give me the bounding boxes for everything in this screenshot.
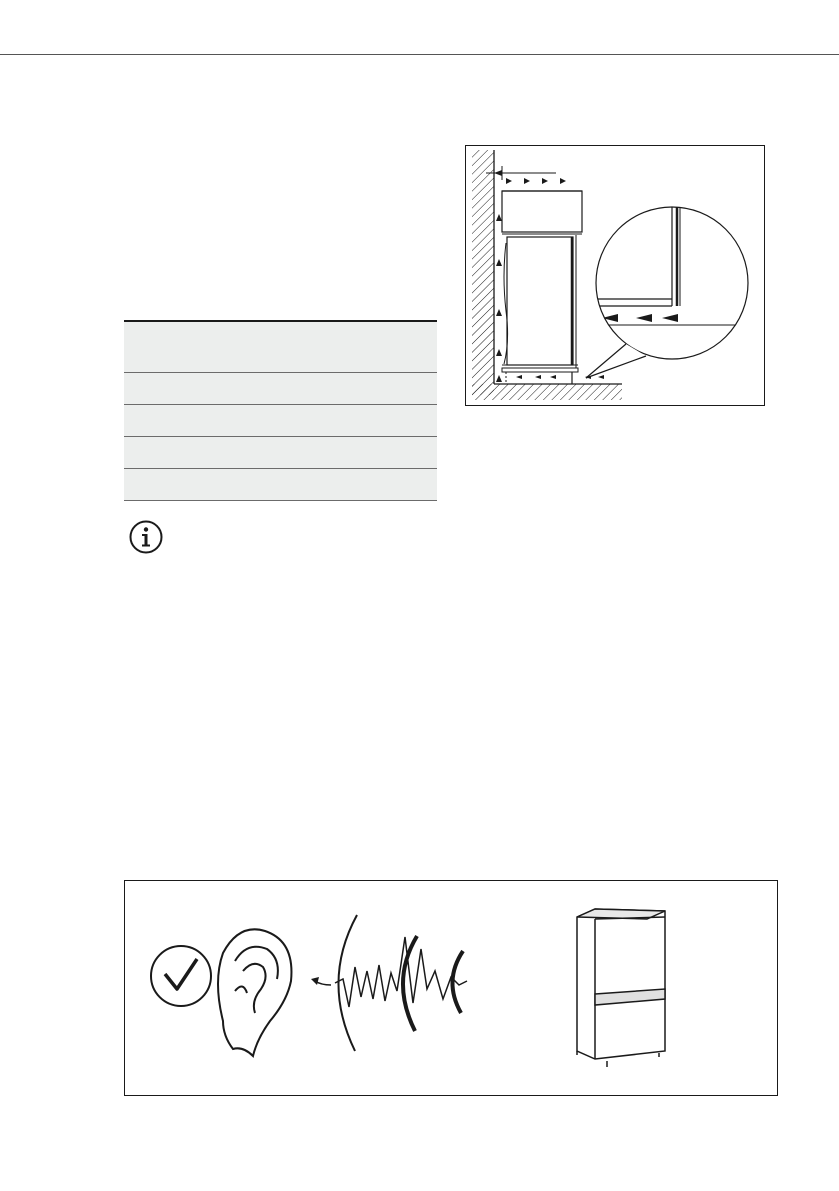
climate-class-table bbox=[124, 320, 437, 501]
fridge-freezer-icon bbox=[577, 909, 665, 1067]
table-row bbox=[124, 373, 437, 405]
table-cell bbox=[124, 405, 437, 437]
detail-callout bbox=[586, 201, 756, 378]
top-rule bbox=[0, 54, 839, 55]
ear-icon bbox=[218, 929, 291, 1056]
ventilation-installation-diagram bbox=[465, 145, 765, 406]
table-cell bbox=[124, 437, 437, 469]
checkmark-icon bbox=[151, 946, 211, 1006]
top-cabinet bbox=[502, 191, 582, 234]
table-row bbox=[124, 437, 437, 469]
table-cell bbox=[124, 373, 437, 405]
floor-hatch bbox=[472, 384, 622, 400]
table-header-cell bbox=[124, 321, 437, 373]
info-icon bbox=[129, 520, 163, 554]
gap-indicator bbox=[486, 166, 556, 180]
table-row bbox=[124, 405, 437, 437]
table-row bbox=[124, 469, 437, 501]
table-header-row bbox=[124, 321, 437, 373]
normal-operating-noise-illustration bbox=[124, 880, 778, 1096]
table-cell bbox=[124, 469, 437, 501]
sound-waves-icon bbox=[311, 915, 467, 1051]
wall-hatch bbox=[472, 150, 494, 395]
appliance-body bbox=[502, 235, 578, 384]
